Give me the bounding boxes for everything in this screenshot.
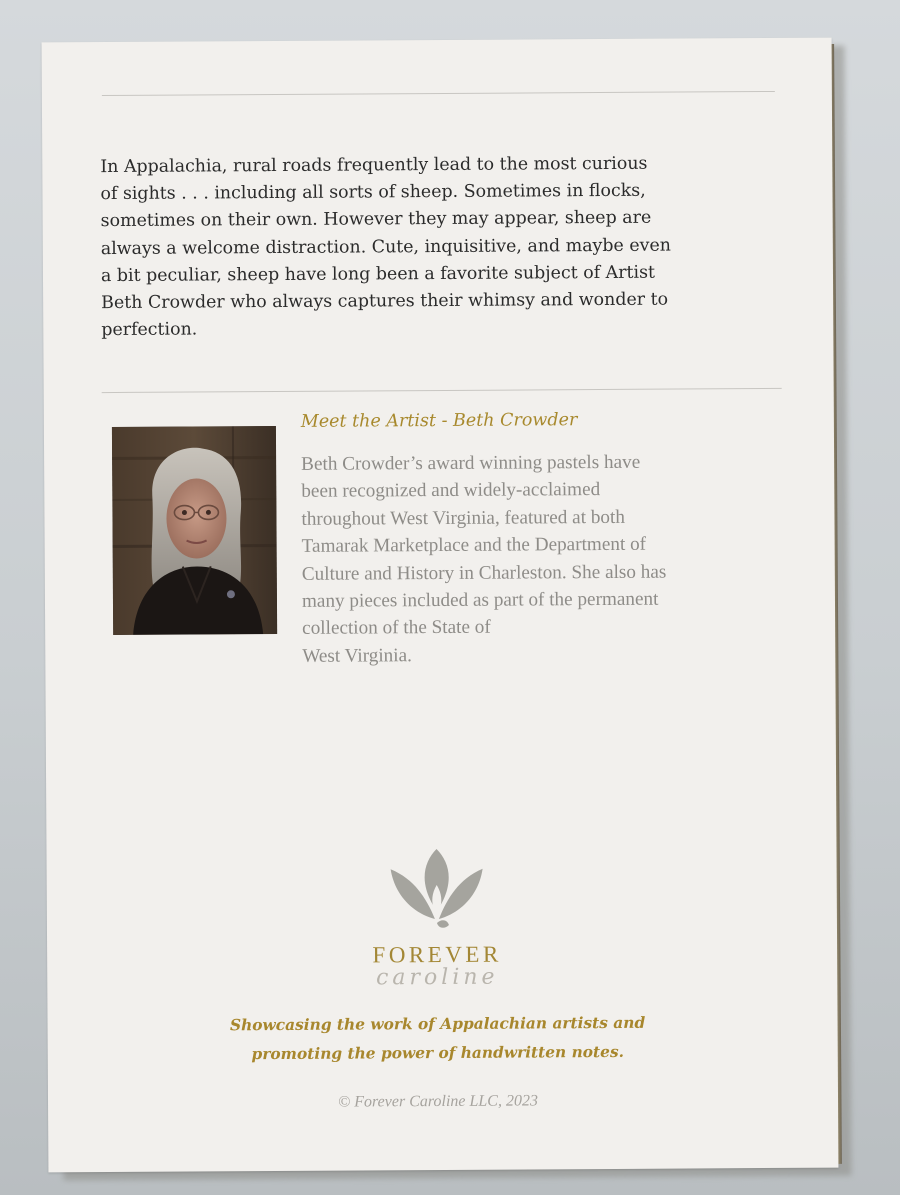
intro-line: perfection. [101, 319, 198, 341]
bio-line: Culture and History in Charleston. She also has [301, 561, 667, 585]
lotus-leaf-icon [386, 845, 487, 932]
artist-portrait [112, 426, 277, 635]
bio-line: many pieces included as part of the permanent [301, 588, 659, 612]
intro-line: Beth Crowder who always captures their whimsy and wonder to [101, 289, 669, 314]
greeting-card-back [42, 38, 839, 1173]
middle-divider [102, 388, 782, 393]
intro-line: sometimes on their own. However they may appear, sheep are [100, 208, 652, 232]
intro-line: of sights . . . including all sorts of sheep. Sometimes in flocks, [100, 180, 646, 205]
bio-line: collection of the State of [302, 617, 491, 640]
bio-line: been recognized and widely-acclaimed [301, 479, 601, 503]
tagline-line: Showcasing the work of Appalachian artists and [229, 1013, 646, 1035]
artist-heading: Meet the Artist - Beth Crowder [300, 410, 578, 432]
intro-line: In Appalachia, rural roads frequently lead to the most curious [100, 153, 648, 178]
bio-line: throughout West Virginia, featured at both [301, 506, 625, 530]
brand-name: FOREVER [372, 941, 502, 968]
bio-line: Beth Crowder’s award winning pastels have [301, 451, 641, 475]
copyright-notice: © Forever Caroline LLC, 2023 [338, 1092, 539, 1111]
brand-tagline [167, 1008, 707, 1069]
top-divider [102, 91, 775, 96]
intro-paragraph [100, 150, 791, 345]
intro-line: always a welcome distraction. Cute, inquisitive, and maybe even [100, 235, 671, 259]
artist-bio [301, 448, 792, 670]
bio-line: West Virginia. [302, 645, 412, 667]
brand-script: caroline [375, 964, 499, 991]
tagline-line: promoting the power of handwritten notes. [251, 1042, 625, 1064]
bio-line: Tamarak Marketplace and the Department of [301, 533, 647, 558]
intro-line: a bit peculiar, sheep have long been a favorite subject of Artist [100, 262, 656, 286]
